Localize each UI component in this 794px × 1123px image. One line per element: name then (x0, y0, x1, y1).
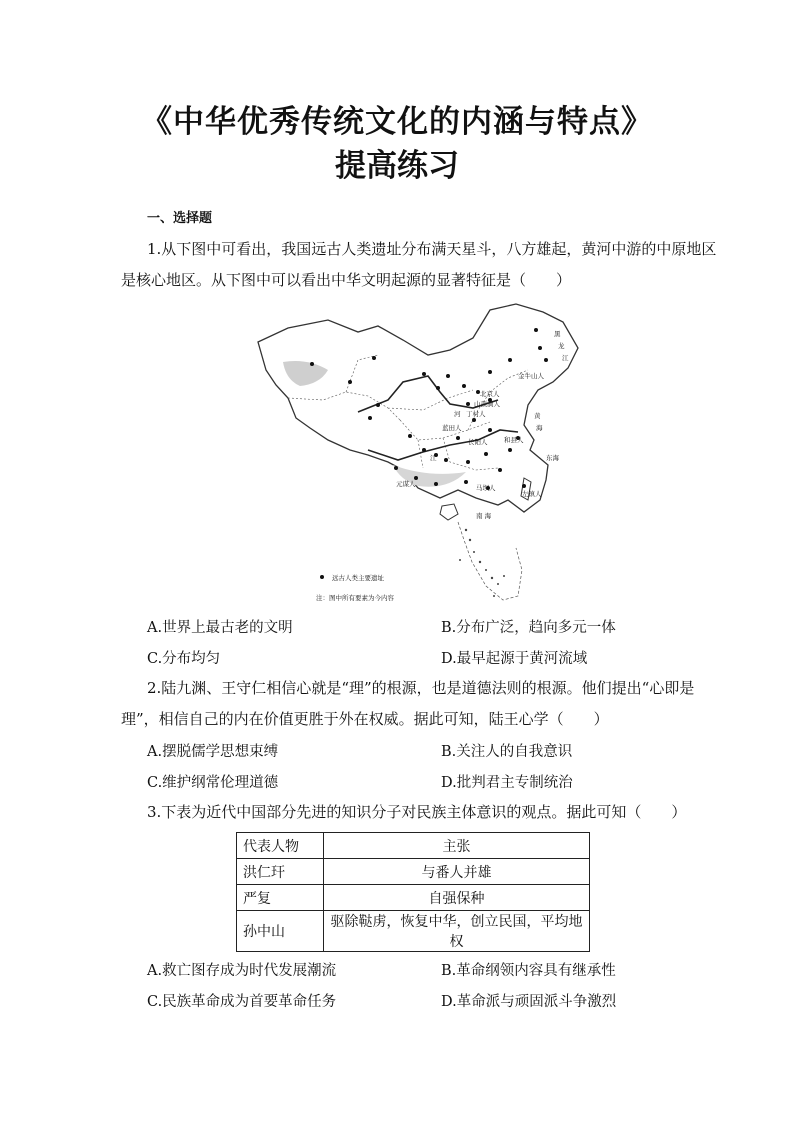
question-1-line-1: 1.从下图中可看出，我国远古人类遗址分布满天星斗，八方雄起，黄河中游的中原地区 (147, 240, 717, 258)
map-legend-label: 远古人类主要遗址 (332, 574, 384, 582)
map-label-lantian: 蓝田人 (442, 424, 462, 432)
map-label-long: 龙 (558, 342, 565, 350)
q2-option-a[interactable]: A.摆脱儒学思想束缚 (147, 744, 279, 760)
map-label-hexian: 和县人 (504, 436, 524, 444)
document-title: 《中华优秀传统文化的内涵与特点》 (141, 104, 653, 140)
viewpoints-table (236, 832, 590, 952)
map-label-shandingdong: 山顶洞人 (474, 400, 500, 408)
q3-option-b[interactable]: B.革命纲领内容具有继承性 (441, 963, 616, 979)
table-header-row (237, 833, 590, 859)
map-note: 注：图中所有要素为今内容 (316, 594, 394, 602)
q2-option-b[interactable]: B.关注人的自我意识 (441, 744, 573, 760)
map-label-hei: 黑 (554, 330, 561, 338)
document-subtitle: 提高练习 (335, 148, 459, 184)
map-label-jinniushan: 金牛山人 (518, 372, 544, 380)
china-prehistoric-sites-map (228, 300, 588, 608)
q1-option-d[interactable]: D.最早起源于黄河流域 (441, 651, 588, 667)
map-label-maba: 马坝人 (476, 484, 496, 492)
map-label-dingcun: 丁村人 (466, 410, 486, 418)
site-dots (310, 328, 548, 490)
table-header-cell: 主张 (324, 833, 590, 859)
table-header-cell: 代表人物 (237, 833, 324, 859)
table-cell: 洪仁玕 (237, 859, 324, 885)
legend-dot (320, 575, 324, 579)
table-cell: 与番人并雄 (324, 859, 590, 885)
shaded-region-northwest (283, 361, 328, 386)
south-sea-islands (459, 529, 505, 597)
yangtze-river (368, 430, 518, 460)
south-sea-boundary (458, 522, 522, 600)
table-cell: 自强保种 (324, 885, 590, 911)
map-label-he: 河 (454, 410, 461, 418)
map-label-donghai: 东海 (546, 454, 559, 462)
map-label-nanhai: 南 海 (476, 512, 492, 520)
table-row (237, 859, 590, 885)
map-label-huang: 黄 (534, 412, 541, 420)
table-cell: 严复 (237, 885, 324, 911)
q3-option-c[interactable]: C.民族革命成为首要革命任务 (147, 994, 337, 1010)
question-3-line-1: 3.下表为近代中国部分先进的知识分子对民族主体意识的观点。据此可知（ ） (147, 803, 687, 821)
hainan-island (440, 504, 458, 520)
q3-option-d[interactable]: D.革命派与顽固派斗争激烈 (441, 994, 617, 1010)
question-1-line-2: 是核心地区。从下图中可以看出中华文明起源的显著特征是（ ） (121, 271, 572, 289)
section-heading: 一、选择题 (147, 211, 213, 226)
question-2-line-1: 2.陆九渊、王守仁相信心就是“理”的根源，也是道德法则的根源。他们提出“心即是 (147, 679, 695, 697)
map-label-beijing: 北京人 (480, 390, 500, 398)
question-2-line-2: 理”，相信自己的内在价值更胜于外在权威。据此可知，陆王心学（ ） (121, 710, 609, 728)
q1-option-b[interactable]: B.分布广泛，趋向多元一体 (441, 620, 616, 636)
map-label-changyang: 长阳人 (468, 438, 488, 446)
q3-option-a[interactable]: A.救亡图存成为时代发展潮流 (147, 963, 337, 979)
map-label-yuanmou: 元谋人 (396, 480, 416, 488)
map-label-jiang-north: 江 (562, 354, 569, 362)
table-row (237, 885, 590, 911)
q2-option-d[interactable]: D.批判君主专制统治 (441, 775, 573, 791)
map-label-jiang: 江 (430, 454, 437, 462)
table-cell: 孙中山 (237, 911, 324, 952)
q1-option-a[interactable]: A.世界上最古老的文明 (147, 620, 293, 636)
table-cell: 驱除鞑虏，恢复中华，创立民国，平均地权 (324, 911, 590, 952)
table-row (237, 911, 590, 952)
q2-option-c[interactable]: C.维护纲常伦理道德 (147, 775, 279, 791)
map-label-zuozhen: 左镇人 (522, 490, 542, 498)
q1-option-c[interactable]: C.分布均匀 (147, 651, 221, 667)
map-label-hai: 海 (536, 424, 543, 432)
